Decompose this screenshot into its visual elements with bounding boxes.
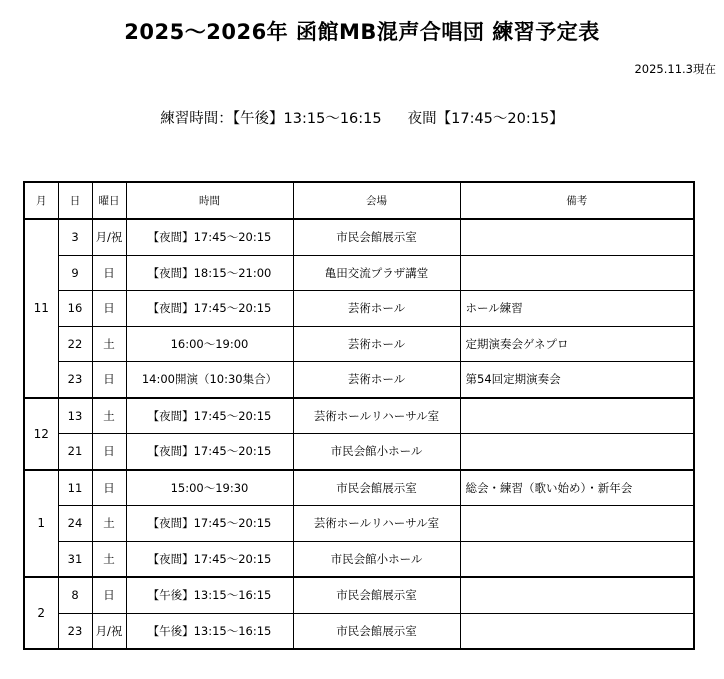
table-row xyxy=(24,362,694,398)
cell-time: 【夜間】17:45〜20:15 xyxy=(126,541,293,577)
cell-month: 12 xyxy=(24,398,58,470)
cell-day: 11 xyxy=(58,470,92,506)
table-row xyxy=(24,613,694,649)
header-weekday: 曜日 xyxy=(92,182,126,219)
cell-venue: 市民会館小ホール xyxy=(293,434,460,470)
table-row xyxy=(24,255,694,291)
cell-month: 1 xyxy=(24,470,58,578)
cell-weekday: 日 xyxy=(92,362,126,398)
cell-note xyxy=(460,613,694,649)
header-day: 日 xyxy=(58,182,92,219)
cell-note xyxy=(460,506,694,542)
cell-weekday: 土 xyxy=(92,506,126,542)
cell-weekday: 日 xyxy=(92,577,126,613)
cell-note: 総会・練習（歌い始め）・新年会 xyxy=(460,470,694,506)
cell-time: 【午後】13:15〜16:15 xyxy=(126,577,293,613)
cell-weekday: 日 xyxy=(92,291,126,327)
cell-note xyxy=(460,434,694,470)
cell-note xyxy=(460,577,694,613)
cell-day: 24 xyxy=(58,506,92,542)
cell-weekday: 日 xyxy=(92,434,126,470)
practice-hours-evening: 夜間【17:45〜20:15】 xyxy=(407,111,564,127)
schedule-table xyxy=(23,181,695,650)
cell-note: 定期演奏会ゲネプロ xyxy=(460,326,694,362)
cell-weekday: 土 xyxy=(92,541,126,577)
cell-weekday: 土 xyxy=(92,398,126,434)
cell-month: 11 xyxy=(24,219,58,398)
cell-time: 【午後】13:15〜16:15 xyxy=(126,613,293,649)
cell-time: 【夜間】17:45〜20:15 xyxy=(126,291,293,327)
practice-hours xyxy=(0,107,724,128)
cell-note xyxy=(460,541,694,577)
practice-hours-afternoon: 練習時間：【午後】13:15〜16:15 xyxy=(160,111,382,127)
cell-weekday: 月/祝 xyxy=(92,613,126,649)
table-header-row xyxy=(24,182,694,219)
header-time: 時間 xyxy=(126,182,293,219)
cell-venue: 市民会館展示室 xyxy=(293,613,460,649)
cell-day: 8 xyxy=(58,577,92,613)
cell-venue: 市民会館展示室 xyxy=(293,470,460,506)
page-title: 2025〜2026年 函館MB混声合唱団 練習予定表 xyxy=(124,20,600,44)
cell-weekday: 日 xyxy=(92,470,126,506)
table-row xyxy=(24,506,694,542)
cell-time: 【夜間】18:15〜21:00 xyxy=(126,255,293,291)
cell-day: 13 xyxy=(58,398,92,434)
table-row xyxy=(24,326,694,362)
as-of-date: 2025.11.3現在 xyxy=(634,62,716,76)
cell-day: 22 xyxy=(58,326,92,362)
table-row xyxy=(24,219,694,255)
table-row xyxy=(24,541,694,577)
cell-time: 15:00〜19:30 xyxy=(126,470,293,506)
cell-time: 16:00〜19:00 xyxy=(126,326,293,362)
cell-venue: 市民会館展示室 xyxy=(293,219,460,255)
cell-note xyxy=(460,219,694,255)
cell-day: 21 xyxy=(58,434,92,470)
table-row xyxy=(24,291,694,327)
cell-time: 【夜間】17:45〜20:15 xyxy=(126,506,293,542)
schedule-body xyxy=(24,219,694,649)
cell-weekday: 土 xyxy=(92,326,126,362)
cell-venue: 芸術ホール xyxy=(293,291,460,327)
cell-venue: 芸術ホールリハーサル室 xyxy=(293,398,460,434)
cell-day: 23 xyxy=(58,362,92,398)
cell-time: 【夜間】17:45〜20:15 xyxy=(126,398,293,434)
cell-venue: 市民会館展示室 xyxy=(293,577,460,613)
cell-note: 第54回定期演奏会 xyxy=(460,362,694,398)
cell-note xyxy=(460,398,694,434)
cell-venue: 市民会館小ホール xyxy=(293,541,460,577)
header-month: 月 xyxy=(24,182,58,219)
header-venue: 会場 xyxy=(293,182,460,219)
cell-weekday: 月/祝 xyxy=(92,219,126,255)
cell-day: 23 xyxy=(58,613,92,649)
cell-note xyxy=(460,255,694,291)
cell-venue: 亀田交流プラザ講堂 xyxy=(293,255,460,291)
table-row xyxy=(24,577,694,613)
cell-time: 【夜間】17:45〜20:15 xyxy=(126,219,293,255)
cell-venue: 芸術ホール xyxy=(293,362,460,398)
cell-weekday: 日 xyxy=(92,255,126,291)
cell-venue: 芸術ホール xyxy=(293,326,460,362)
cell-time: 【夜間】17:45〜20:15 xyxy=(126,434,293,470)
cell-day: 31 xyxy=(58,541,92,577)
cell-day: 16 xyxy=(58,291,92,327)
table-row xyxy=(24,398,694,434)
cell-time: 14:00開演（10:30集合） xyxy=(126,362,293,398)
cell-day: 3 xyxy=(58,219,92,255)
table-row xyxy=(24,434,694,470)
cell-day: 9 xyxy=(58,255,92,291)
table-row xyxy=(24,470,694,506)
cell-month: 2 xyxy=(24,577,58,649)
header-notes: 備考 xyxy=(460,182,694,219)
cell-note: ホール練習 xyxy=(460,291,694,327)
cell-venue: 芸術ホールリハーサル室 xyxy=(293,506,460,542)
